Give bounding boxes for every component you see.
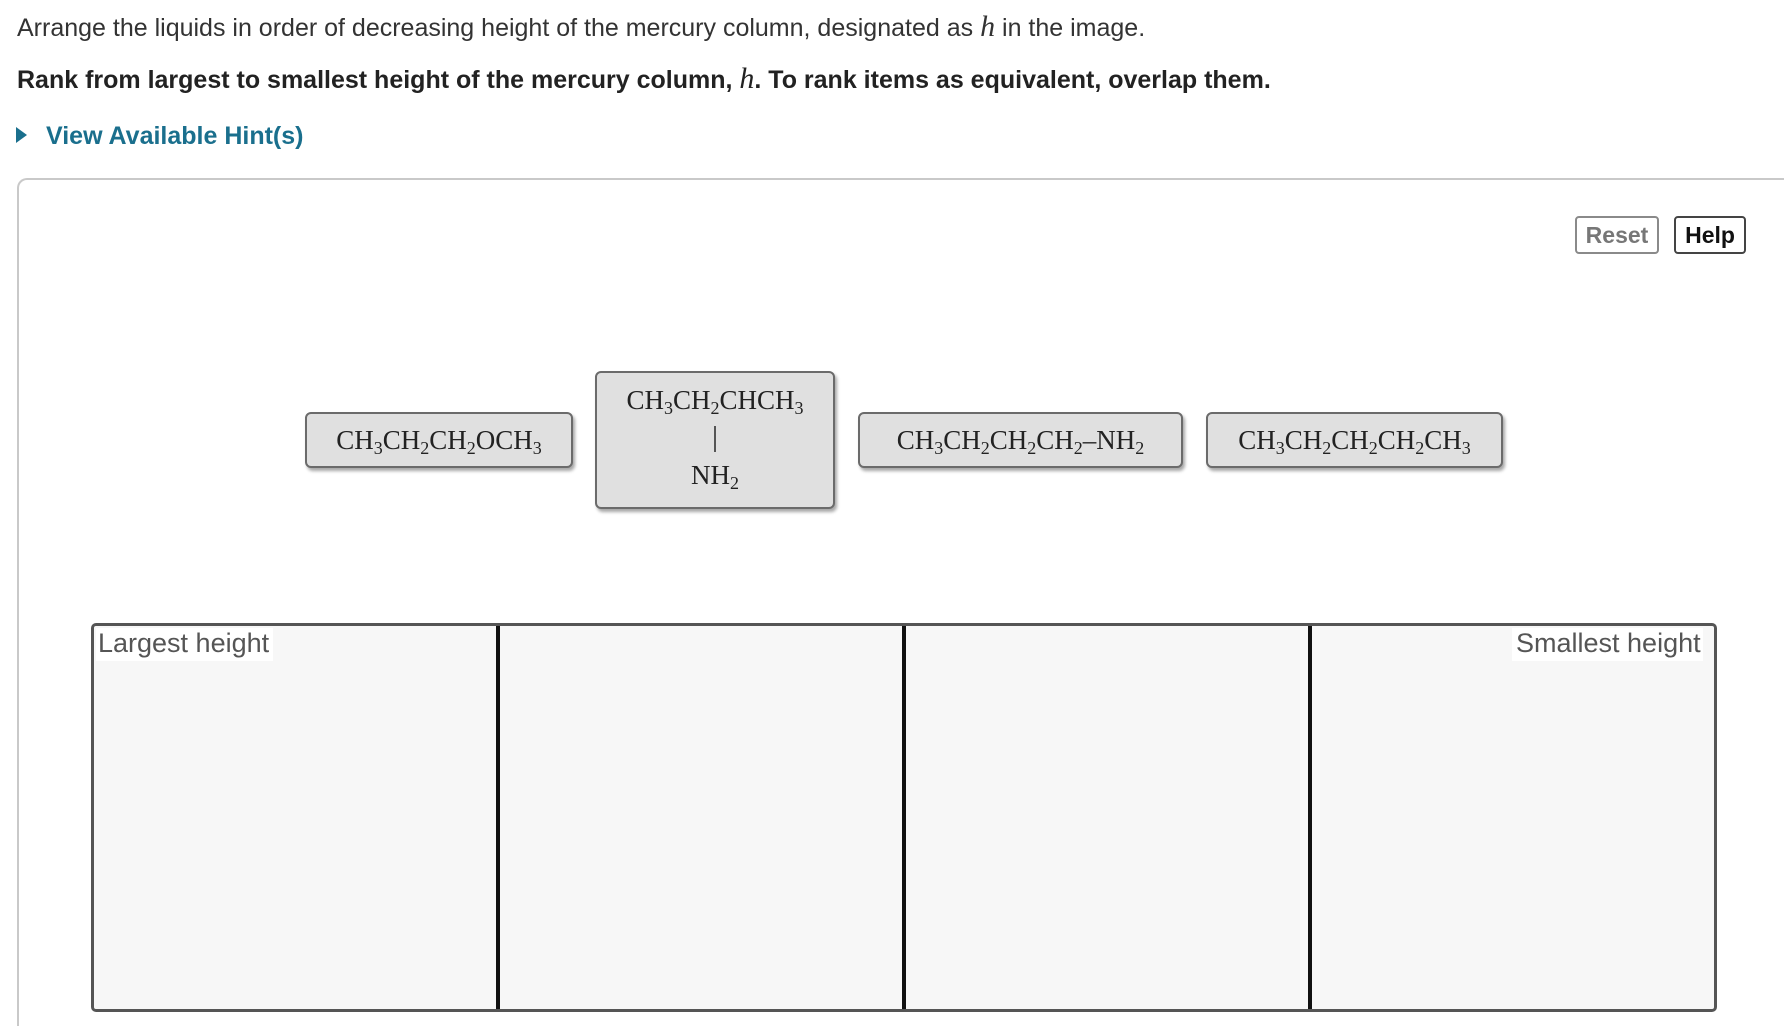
instruction-text-end: . To rank items as equivalent, overlap them. <box>754 66 1271 94</box>
rank-slot-4[interactable] <box>1312 626 1714 1009</box>
item-formula-bottom: $NH_2$ <box>691 460 739 493</box>
item-formula: $CH_3CH_2CH_2CH_2CH_3$ <box>1238 424 1471 458</box>
instruction-text-start: Rank from largest to smallest height of the mercury column, <box>17 66 740 94</box>
item-formula-top: $CH_3CH_2CHCH_3$ <box>626 385 804 418</box>
question-text-start: Arrange the liquids in order of decreasing height of the mercury column, designated as <box>17 14 981 42</box>
ranking-area <box>91 623 1717 1012</box>
instruction-variable: h <box>739 62 755 95</box>
largest-height-label: Largest height <box>96 628 273 661</box>
smallest-height-label: Smallest height <box>1512 628 1703 661</box>
question-variable: h <box>980 10 996 43</box>
draggable-item-2-aminobutane[interactable] <box>595 371 835 509</box>
bond-line <box>714 426 716 452</box>
help-button[interactable]: Help <box>1674 216 1746 254</box>
draggable-item-methyl-propyl-ether[interactable] <box>305 412 573 468</box>
view-hints-label: View Available Hint(s) <box>46 122 304 150</box>
caret-right-icon <box>16 127 27 143</box>
question-text-end: in the image. <box>995 14 1146 42</box>
question-text <box>17 10 1145 44</box>
draggable-item-butylamine[interactable] <box>858 412 1183 468</box>
draggable-item-pentane[interactable] <box>1206 412 1503 468</box>
rank-slot-3[interactable] <box>906 626 1312 1009</box>
item-formula: $CH_3CH_2CH_2CH_2-NH_2$ <box>896 424 1145 458</box>
rank-slot-2[interactable] <box>500 626 906 1009</box>
rank-slot-1[interactable] <box>94 626 500 1009</box>
reset-button[interactable]: Reset <box>1575 216 1659 254</box>
item-formula: $CH_3CH_2CH_2OCH_3$ <box>336 424 542 458</box>
ranking-instruction <box>17 62 1271 96</box>
view-hints-link[interactable] <box>16 122 303 151</box>
